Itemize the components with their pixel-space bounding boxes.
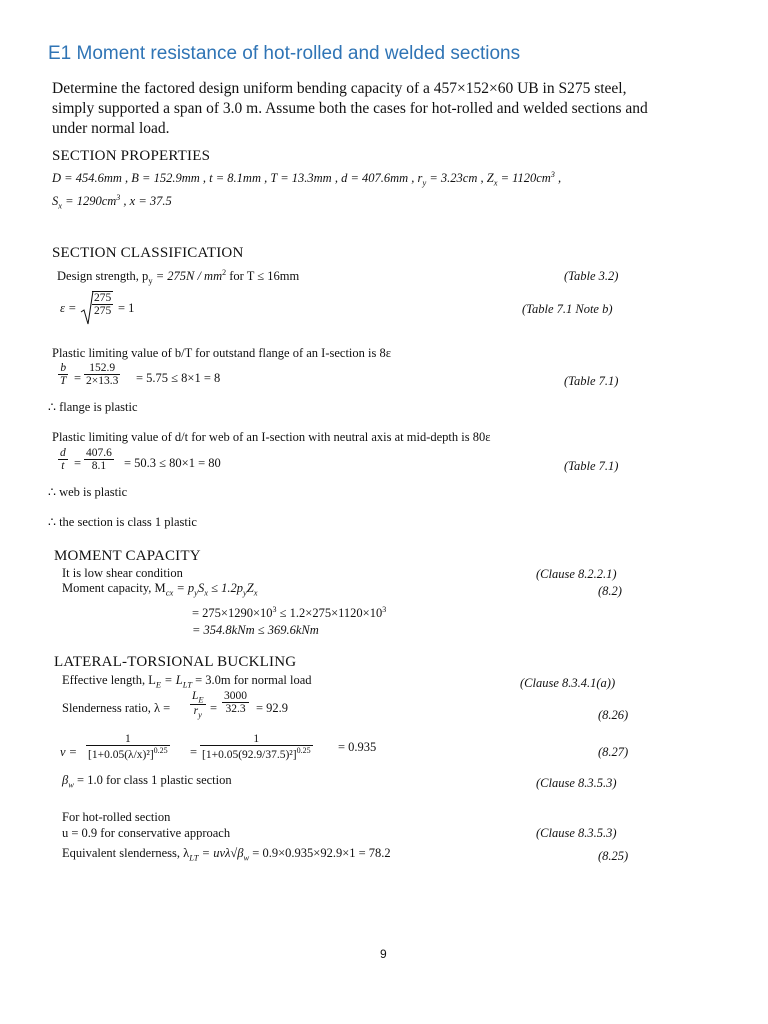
slenderness-rhs: = 92.9 xyxy=(256,701,289,715)
class-conclusion: ∴ the section is class 1 plastic xyxy=(48,515,197,529)
ref-eq-8-25: (8.25) xyxy=(598,849,629,863)
page-number: 9 xyxy=(380,947,387,961)
equals-sign: = xyxy=(74,456,82,470)
moment-capacity-line: Moment capacity, $M_{cx} = p_yS_x \le 1.2p_yZ_x$ xyxy=(62,581,258,598)
epsilon-lhs: ε = xyxy=(60,301,77,315)
v-rhs: = 0.935 xyxy=(338,740,377,754)
low-shear-text: It is low shear condition xyxy=(62,566,183,580)
section-properties-title: SECTION PROPERTIES xyxy=(52,148,211,164)
flange-rhs: = 5.75 ≤ 8×1 = 8 xyxy=(136,371,221,385)
flange-limit-text: Plastic limiting value of b/T for outstand flange of an I-section is 8ε xyxy=(52,346,391,360)
ref-table-7-1-web: (Table 7.1) xyxy=(564,459,619,473)
web-value-fraction: 407.6 8.1 xyxy=(86,447,112,472)
hot-rolled-title: For hot-rolled section xyxy=(62,810,171,824)
web-dt-fraction: d t xyxy=(60,447,66,472)
page-heading: E1 Moment resistance of hot-rolled and welded sections xyxy=(48,43,521,64)
flange-conclusion: ∴ flange is plastic xyxy=(48,400,138,414)
moment-capacity-title: MOMENT CAPACITY xyxy=(54,548,201,564)
v-general-fraction: 1 $[1+0.05(\lambda/x)^2]^{0.25}$ xyxy=(88,733,168,761)
ref-clause-8-3-5-3-a: (Clause 8.3.5.3) xyxy=(536,776,617,790)
problem-statement: Determine the factored design uniform bending capacity of a 457×152×60 UB in S275 steel, simply supported a span of 3.0 m. Assume both the cases for hot-rolled and welded sections and under normal load. xyxy=(52,80,648,137)
flange-bT-fraction: b T xyxy=(60,362,67,387)
ref-clause-8-3-4-1a: (Clause 8.3.4.1(a)) xyxy=(520,676,616,690)
ref-eq-8-26: (8.26) xyxy=(598,708,629,722)
properties-line-2: $S_x = 1290cm^3$ , x = 37.5 xyxy=(52,193,172,211)
epsilon-fraction: 275 275 xyxy=(94,292,112,317)
web-rhs: = 50.3 ≤ 80×1 = 80 xyxy=(124,456,221,470)
effective-length-line: Effective length, $L_E = L_{LT} = 3.0m$ for normal load xyxy=(62,673,312,690)
epsilon-rhs: = 1 xyxy=(118,301,135,315)
moment-result-line: = 354.8kNm ≤ 369.6kNm xyxy=(192,623,319,637)
v-numeric-fraction: 1 $[1+0.05(92.9/37.5)^2]^{0.25}$ xyxy=(202,733,311,761)
slenderness-equals: = xyxy=(210,701,218,715)
slenderness-LE-ry: $L_E$ $r_y$ xyxy=(192,690,204,720)
v-lhs: v = xyxy=(60,745,78,759)
flange-value-fraction: 152.9 2×13.3 xyxy=(86,362,119,387)
slenderness-value-fraction: 3000 32.3 xyxy=(224,690,247,715)
moment-calc-line: = $275\times 1290\times 10^3 \le 1.2\times 275\times 1120\times 10^3$ xyxy=(192,605,387,621)
equals-sign: = xyxy=(74,371,82,385)
ref-table-7-1-flange: (Table 7.1) xyxy=(564,374,619,388)
ltb-title: LATERAL-TORSIONAL BUCKLING xyxy=(54,654,297,670)
ref-table-3-2: (Table 3.2) xyxy=(564,269,619,283)
section-classification-title: SECTION CLASSIFICATION xyxy=(52,245,244,261)
slenderness-label: Slenderness ratio, λ = xyxy=(62,701,171,715)
properties-line-1: D = 454.6mm , B = 152.9mm , t = 8.1mm , T = 13.3mm , d = 407.6mm , $r_y = 3.23cm$ , $Z_x = 1120cm^3$ , xyxy=(52,170,562,188)
web-limit-text: Plastic limiting value of d/t for web of an I-section with neutral axis at mid-depth is 80ε xyxy=(52,430,491,444)
web-conclusion: ∴ web is plastic xyxy=(48,485,128,499)
equivalent-slenderness-line: Equivalent slenderness, $\lambda_{LT} = uv\lambda√\beta_w = 0.9\times 0.935\times 92.9\times 1 = 78.2$ xyxy=(62,846,391,863)
v-equals: = xyxy=(190,745,198,759)
ref-eq-8-27: (8.27) xyxy=(598,745,629,759)
u-factor-line: u = 0.9 for conservative approach xyxy=(62,826,231,840)
beta-line: $\beta_w = 1.0$ for class 1 plastic section xyxy=(62,773,232,790)
ref-eq-8-2: (8.2) xyxy=(598,584,622,598)
ref-table-7-1-note-b: (Table 7.1 Note b) xyxy=(522,302,613,316)
ref-clause-8-2-2-1: (Clause 8.2.2.1) xyxy=(536,567,617,581)
ref-clause-8-3-5-3-b: (Clause 8.3.5.3) xyxy=(536,826,617,840)
design-strength-line: Design strength, $p_y = 275N / mm^2$ for T ≤ 16mm xyxy=(57,268,300,286)
